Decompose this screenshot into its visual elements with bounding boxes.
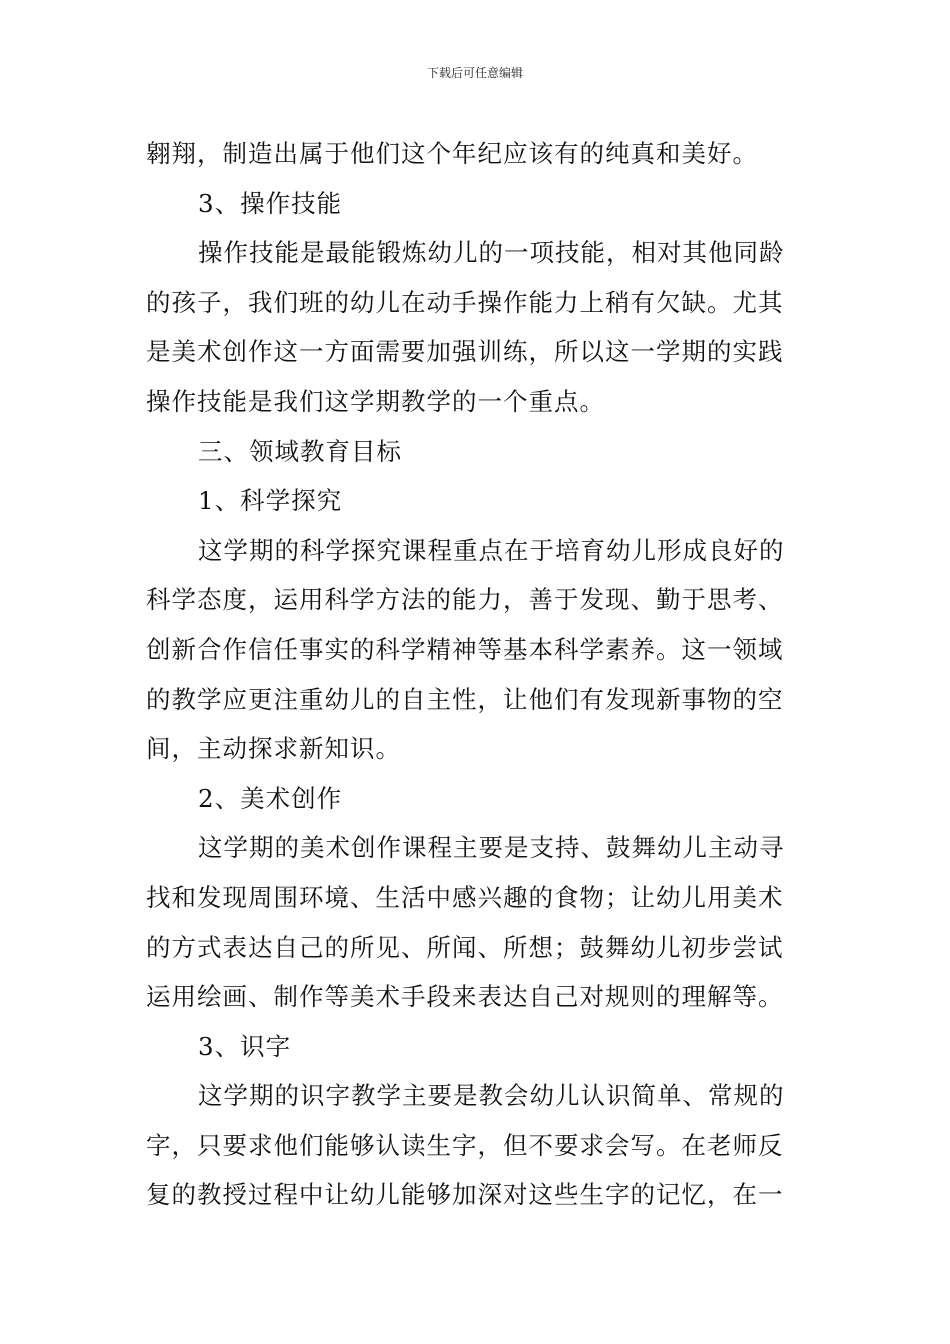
- section-heading: 3、识字: [198, 1031, 292, 1061]
- text-line: 这学期的美术创作课程主要是支持、鼓舞幼儿主动寻: [198, 833, 785, 863]
- section-heading: 3、操作技能: [198, 188, 343, 218]
- text-line: 运用绘画、制作等美术手段来表达自己对规则的理解等。: [146, 982, 784, 1012]
- text-line: 间，主动探求新知识。: [146, 734, 401, 764]
- text-line: 这学期的识字教学主要是教会幼儿认识简单、常规的: [198, 1081, 785, 1111]
- text-line: 翱翔，制造出属于他们这个年纪应该有的纯真和美好。: [146, 139, 758, 168]
- text-line: 操作技能是我们这学期教学的一个重点。: [146, 386, 605, 416]
- text-line: 找和发现周围环境、生活中感兴趣的食物；让幼儿用美术: [146, 882, 784, 912]
- text-line: 的孩子，我们班的幼儿在动手操作能力上稍有欠缺。尤其: [146, 287, 784, 317]
- section-heading: 2、美术创作: [198, 783, 343, 813]
- text-line: 字，只要求他们能够认读生字，但不要求会写。在老师反: [146, 1130, 784, 1160]
- text-line: 是美术创作这一方面需要加强训练，所以这一学期的实践: [146, 337, 784, 367]
- text-line: 的方式表达自己的所见、所闻、所想；鼓舞幼儿初步尝试: [146, 932, 784, 962]
- download-note: 下载后可任意编辑: [426, 66, 523, 80]
- text-line: 操作技能是最能锻炼幼儿的一项技能，相对其他同龄: [198, 238, 785, 268]
- text-line: 的教学应更注重幼儿的自主性，让他们有发现新事物的空: [146, 684, 784, 714]
- section-heading: 1、科学探究: [198, 486, 343, 516]
- text-line: 复的教授过程中让幼儿能够加深对这些生字的记忆，在一: [146, 1180, 784, 1210]
- text-line: 创新合作信任事实的科学精神等基本科学素养。这一领域: [146, 634, 784, 664]
- section-heading: 三、领域教育目标: [198, 436, 402, 466]
- document-body: [146, 129, 826, 1220]
- text-line: 科学态度，运用科学方法的能力，善于发现、勤于思考、: [146, 585, 784, 615]
- text-line: 这学期的科学探究课程重点在于培育幼儿形成良好的: [198, 535, 785, 565]
